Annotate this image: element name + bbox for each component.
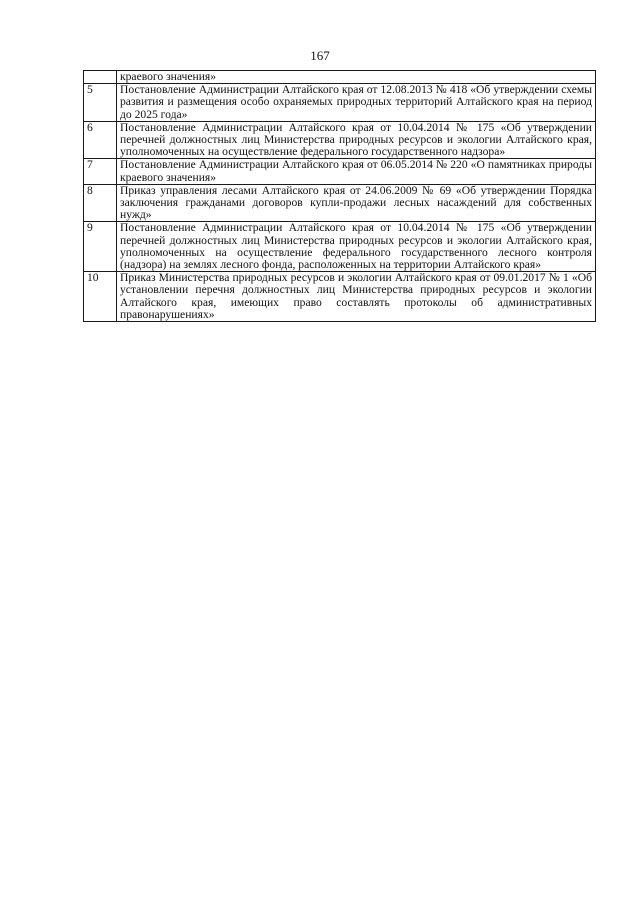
table-row (84, 272, 596, 322)
table-row (84, 184, 596, 222)
row-number: 8 (84, 184, 117, 222)
table-row (84, 159, 596, 184)
row-text: Постановление Администрации Алтайского края от 12.08.2013 № 418 «Об утверждении схемы развития и размещения особо охраняемых природных территорий Алтайского края на период до 2025 года» (117, 84, 596, 122)
table-row (84, 84, 596, 122)
row-text: Приказ управления лесами Алтайского края от 24.06.2009 № 69 «Об утверждении Порядка заключения гражданами договоров купли-продажи лесных насаждений для собственных нужд» (117, 184, 596, 222)
row-number: 10 (84, 272, 117, 322)
row-number (84, 71, 117, 84)
row-text: Постановление Администрации Алтайского края от 10.04.2014 № 175 «Об утверждении перечней должностных лиц Министерства природных ресурсов и экологии Алтайского края, уполномоченных на осуществление федерального государственного надзора» (117, 121, 596, 159)
row-number: 6 (84, 121, 117, 159)
row-text: Постановление Администрации Алтайского края от 06.05.2014 № 220 «О памятниках природы краевого значения» (117, 159, 596, 184)
table-row (84, 121, 596, 159)
row-number: 7 (84, 159, 117, 184)
row-number: 5 (84, 84, 117, 122)
row-number: 9 (84, 222, 117, 272)
row-text: Постановление Администрации Алтайского края от 10.04.2014 № 175 «Об утверждении перечней должностных лиц Министерства природных ресурсов и экологии Алтайского края, уполномоченных на осуществление федерального государственного лесного контроля (надзора) на землях лесного фонда, расположенных на территории Алтайского края» (117, 222, 596, 272)
legal-acts-table (83, 70, 596, 322)
table-row (84, 222, 596, 272)
row-text: Приказ Министерства природных ресурсов и экологии Алтайского края от 09.01.2017 № 1 «Об установлении перечня должностных лиц Министерства природных ресурсов и экологии Алтайского края, имеющих право составлять протоколы об административных правонарушениях» (117, 272, 596, 322)
table-row (84, 71, 596, 84)
page-number: 167 (310, 48, 330, 63)
row-text: краевого значения» (117, 71, 596, 84)
